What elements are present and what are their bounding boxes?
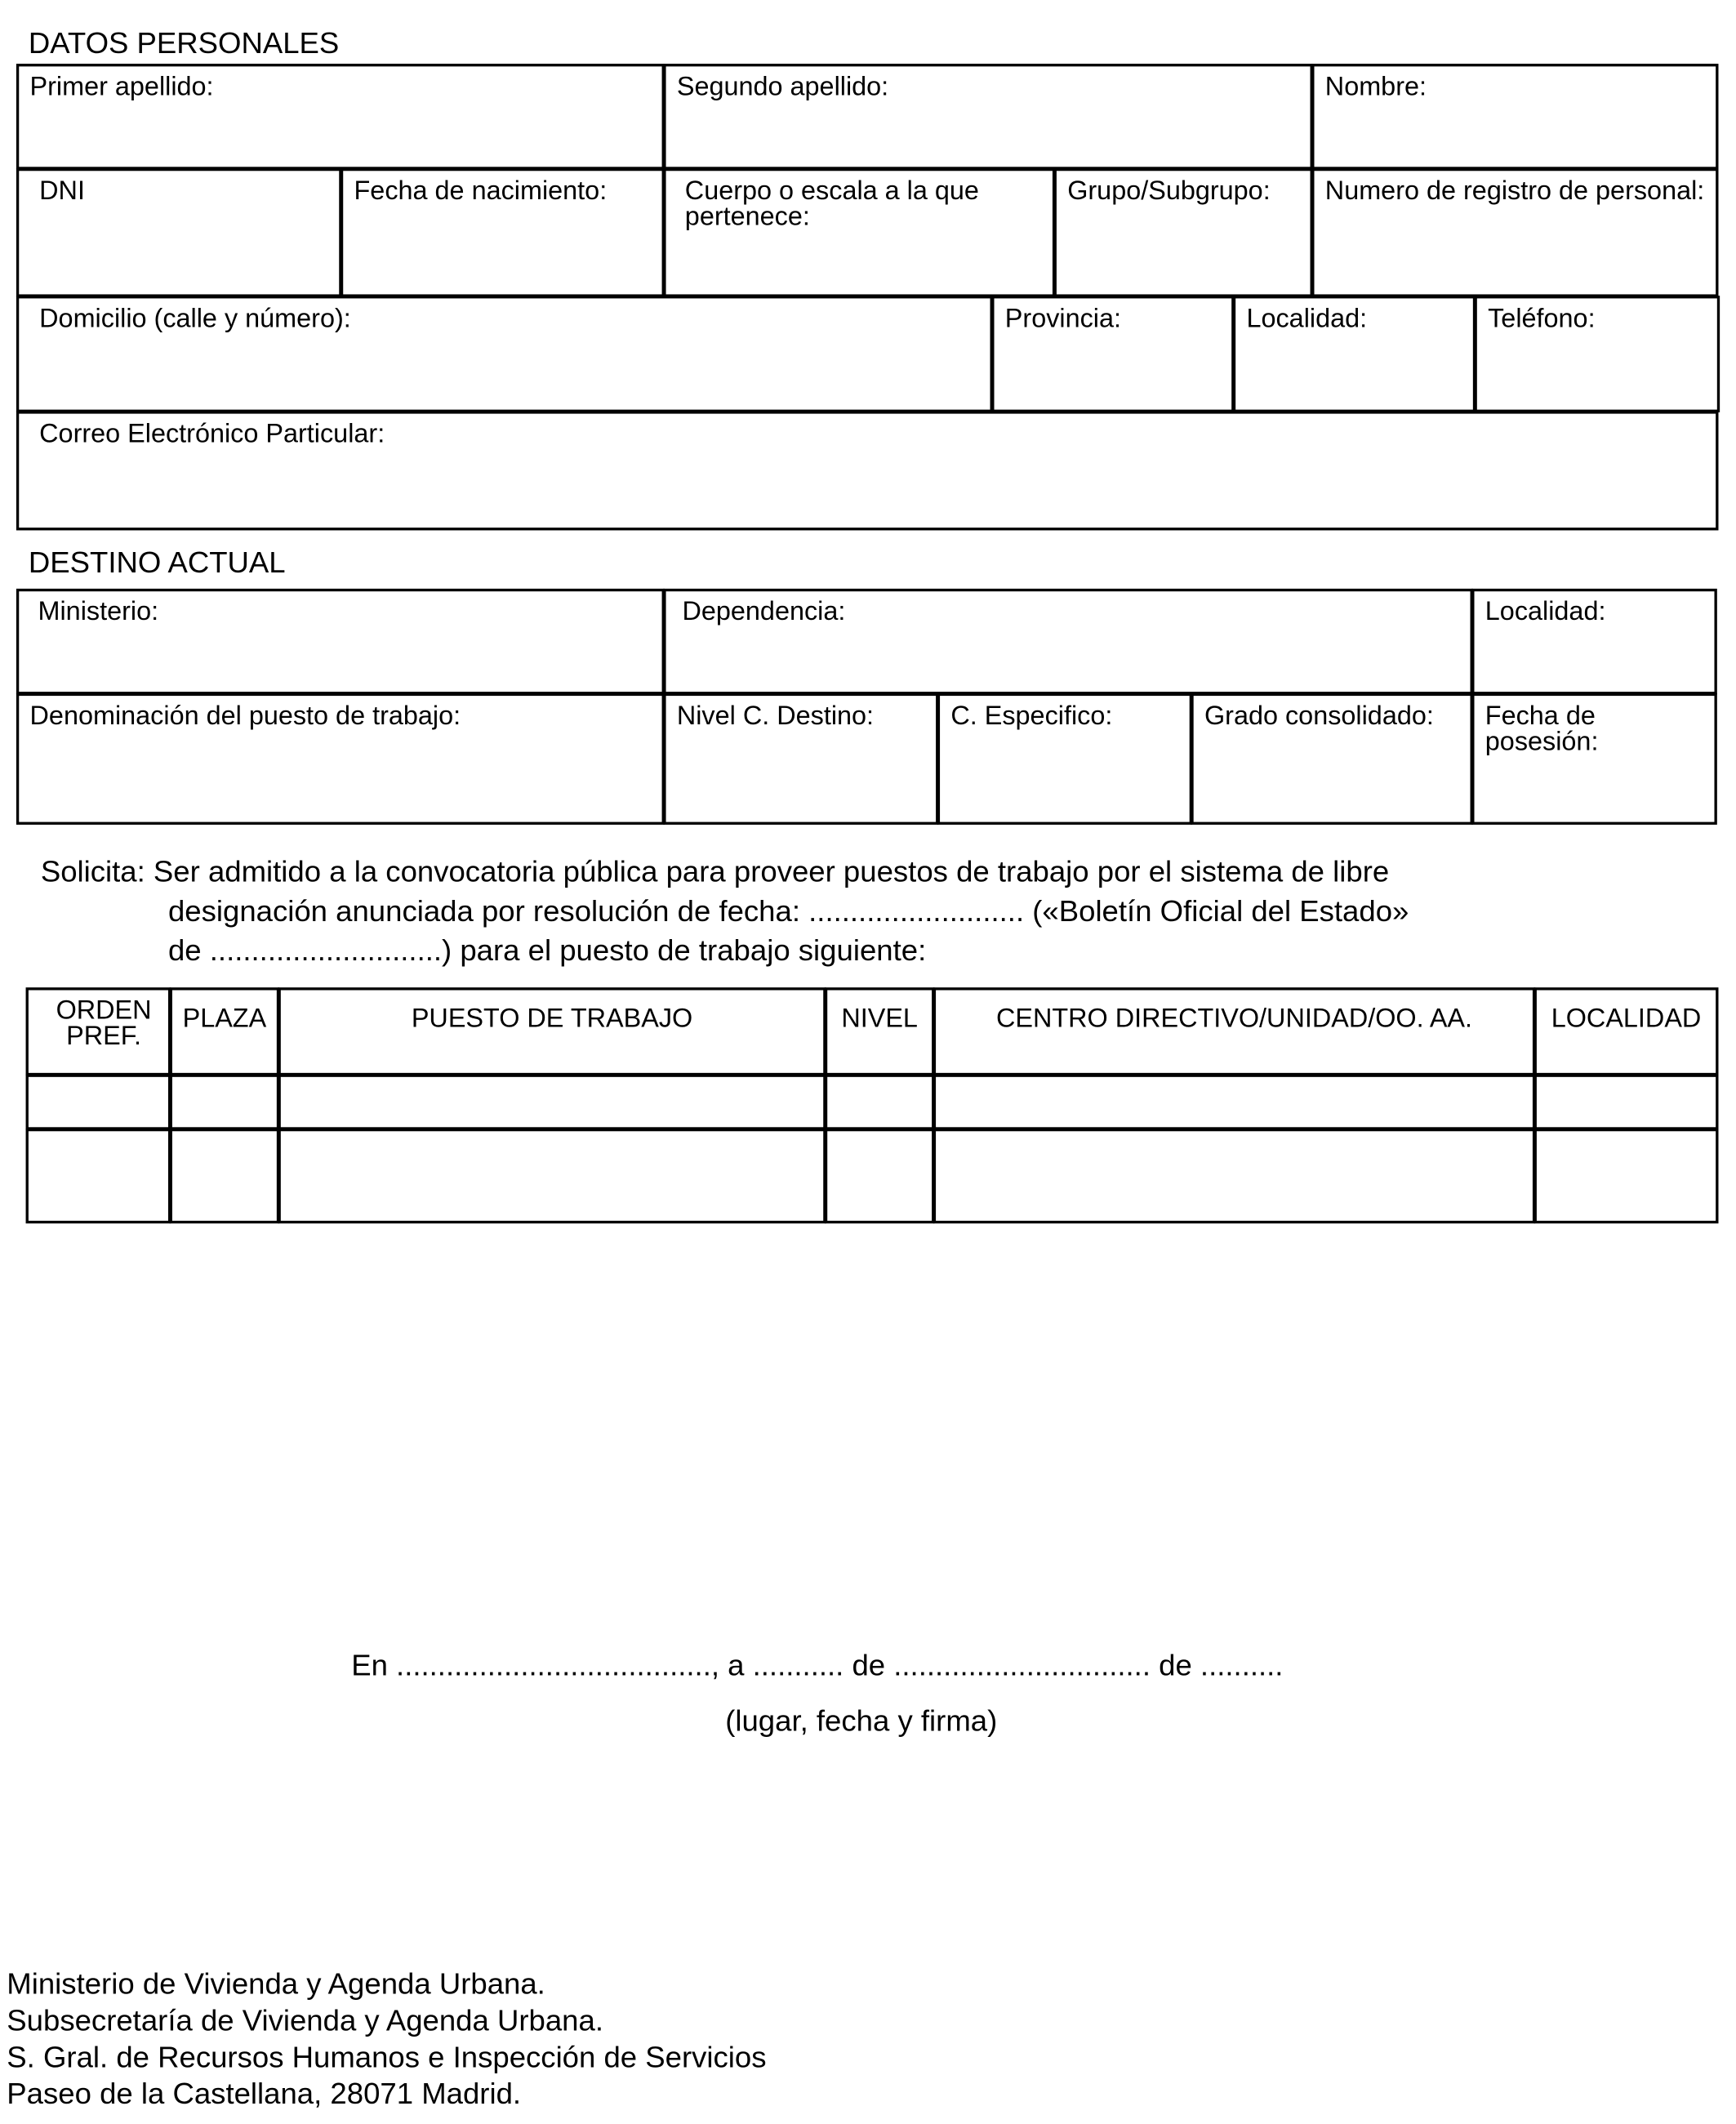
solicita-line-2: designación anunciada por resolución de fecha: .......................... («Boletín Oficial del Estado» xyxy=(167,893,1409,928)
signature-line: En ......................................, a ........... de ............................... de .......... xyxy=(351,1648,1284,1682)
field-nivel-destino[interactable]: Nivel C. Destino: xyxy=(663,693,938,825)
section-heading-personal: DATOS PERSONALES xyxy=(28,25,340,60)
footer-line-3: S. Gral. de Recursos Humanos e Inspección de Servicios xyxy=(7,2040,767,2074)
cell-orden-1[interactable] xyxy=(26,1075,171,1130)
cell-plaza-1[interactable] xyxy=(170,1075,280,1130)
cell-nivel-2[interactable] xyxy=(825,1129,935,1223)
signature-caption: (lugar, fecha y firma) xyxy=(725,1703,998,1738)
field-ministerio[interactable]: Ministerio: xyxy=(16,589,665,695)
footer-line-2: Subsecretaría de Vivienda y Agenda Urbana. xyxy=(7,2003,603,2037)
field-primer-apellido[interactable]: Primer apellido: xyxy=(16,64,665,170)
cell-localidad-2[interactable] xyxy=(1534,1129,1719,1223)
field-denominacion-puesto[interactable]: Denominación del puesto de trabajo: xyxy=(16,693,665,825)
field-fecha-nacimiento[interactable]: Fecha de nacimiento: xyxy=(341,168,665,297)
field-domicilio[interactable]: Domicilio (calle y número): xyxy=(16,296,993,412)
cell-puesto-1[interactable] xyxy=(278,1075,826,1130)
solicita-line-3: de ............................) para el puesto de trabajo siguiente: xyxy=(167,933,927,968)
field-dependencia[interactable]: Dependencia: xyxy=(663,589,1473,695)
field-provincia[interactable]: Provincia: xyxy=(991,296,1234,412)
cell-puesto-2[interactable] xyxy=(278,1129,826,1223)
cell-centro-2[interactable] xyxy=(933,1129,1535,1223)
field-grado-consolidado[interactable]: Grado consolidado: xyxy=(1191,693,1472,825)
solicita-line-1: Solicita: Ser admitido a la convocatoria pública para proveer puestos de trabajo por el sistema de libre xyxy=(40,854,1390,888)
field-cuerpo-escala[interactable]: Cuerpo o escala a la que pertenece: xyxy=(663,168,1055,297)
cell-centro-1[interactable] xyxy=(933,1075,1535,1130)
header-puesto-trabajo: PUESTO DE TRABAJO xyxy=(278,987,826,1075)
header-nivel: NIVEL xyxy=(825,987,935,1075)
field-nombre[interactable]: Nombre: xyxy=(1311,64,1718,170)
header-localidad: LOCALIDAD xyxy=(1534,987,1719,1075)
field-fecha-posesion[interactable]: Fecha de posesión: xyxy=(1471,693,1717,825)
header-orden-pref: ORDEN PREF. xyxy=(26,987,171,1075)
section-heading-destino: DESTINO ACTUAL xyxy=(28,545,286,580)
cell-plaza-2[interactable] xyxy=(170,1129,280,1223)
field-correo-electronico[interactable]: Correo Electrónico Particular: xyxy=(16,411,1719,530)
header-plaza: PLAZA xyxy=(170,987,280,1075)
field-localidad-destino[interactable]: Localidad: xyxy=(1471,589,1717,695)
footer-line-1: Ministerio de Vivienda y Agenda Urbana. xyxy=(7,1966,545,2001)
field-telefono[interactable]: Teléfono: xyxy=(1475,296,1720,412)
field-localidad[interactable]: Localidad: xyxy=(1233,296,1476,412)
cell-nivel-1[interactable] xyxy=(825,1075,935,1130)
footer-line-4: Paseo de la Castellana, 28071 Madrid. xyxy=(7,2076,522,2111)
cell-localidad-1[interactable] xyxy=(1534,1075,1719,1130)
field-complemento-especifico[interactable]: C. Especifico: xyxy=(937,693,1192,825)
field-grupo-subgrupo[interactable]: Grupo/Subgrupo: xyxy=(1054,168,1313,297)
field-segundo-apellido[interactable]: Segundo apellido: xyxy=(663,64,1313,170)
field-dni[interactable]: DNI xyxy=(16,168,342,297)
field-numero-registro[interactable]: Numero de registro de personal: xyxy=(1311,168,1718,297)
header-centro-directivo: CENTRO DIRECTIVO/UNIDAD/OO. AA. xyxy=(933,987,1535,1075)
cell-orden-2[interactable] xyxy=(26,1129,171,1223)
